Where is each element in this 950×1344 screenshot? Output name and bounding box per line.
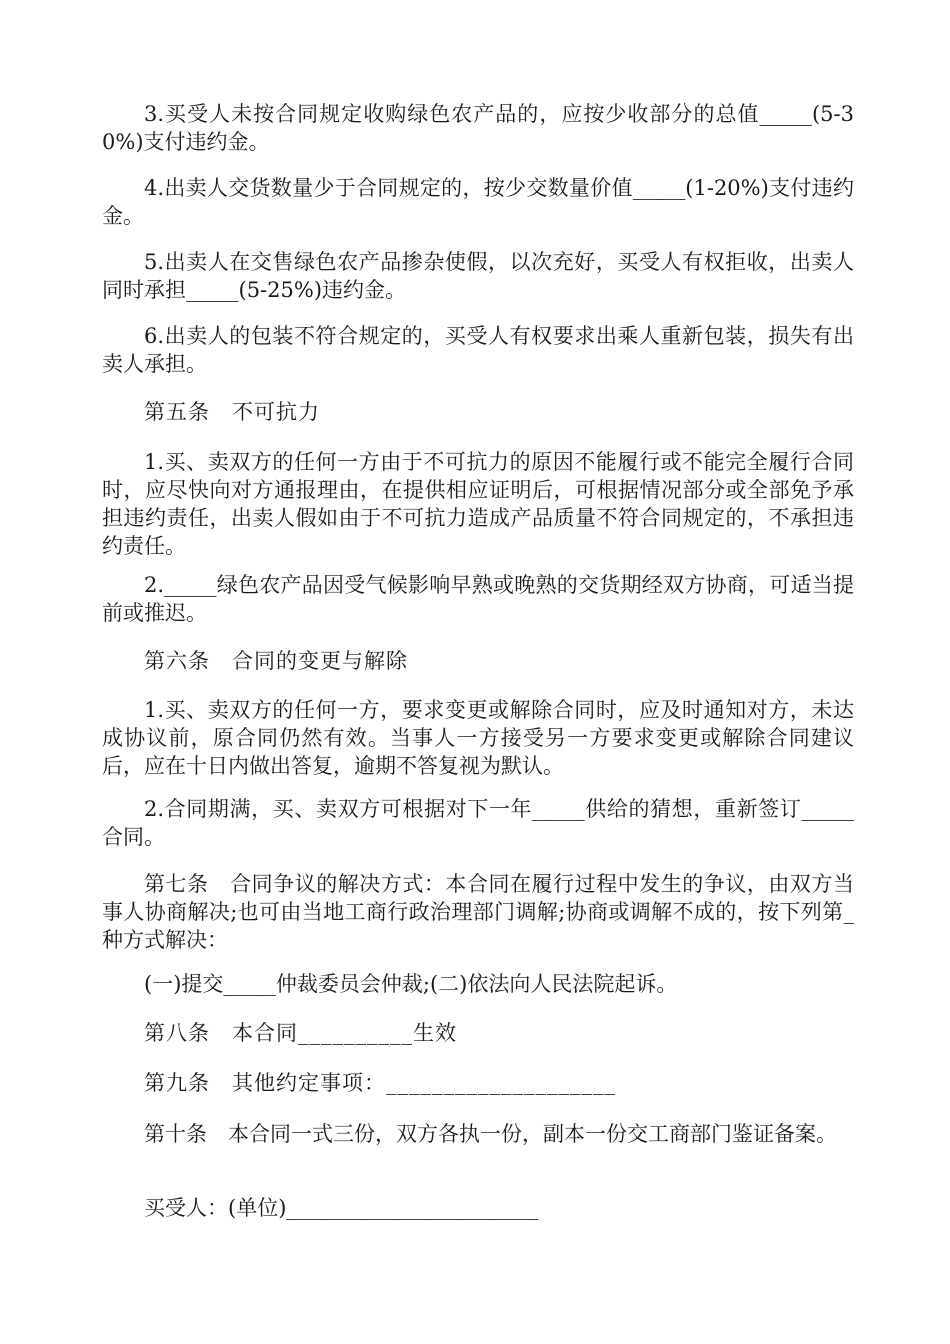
paragraph-clause-4-6: 6.出卖人的包装不符合规定的，买受人有权要求出乘人重新包装，损失有出卖人承担。 bbox=[102, 324, 854, 376]
paragraph-clause-4-5: 5.出卖人在交售绿色农产品掺杂使假，以次充好，买受人有权拒收，出卖人同时承担_____(5-25%)违约金。 bbox=[102, 250, 854, 302]
article-7-options: (一)提交_____仲裁委员会仲裁;(二)依法向人民法院起诉。 bbox=[144, 972, 678, 996]
paragraph-clause-6-2: 2.合同期满，买、卖双方可根据对下一年_____供给的猜想，重新签订_____合同。 bbox=[102, 797, 854, 849]
buyer-signature-line: 买受人：(单位)________________________ bbox=[144, 1196, 539, 1220]
paragraph-clause-5-1: 1.买、卖双方的任何一方由于不可抗力的原因不能履行或不能完全履行合同时，应尽快向对方通报理由，在提供相应证明后，可根据情况部分或全部免予承担违约责任，出卖人假如由于不可抗力造成产品质量不符合同规定的，不承担违约责任。 bbox=[102, 450, 854, 558]
article-7-paragraph: 第七条 合同争议的解决方式：本合同在履行过程中发生的争议，由双方当事人协商解决;也可由当地工商行政治理部门调解;协商或调解不成的，按下列第_种方式解决： bbox=[102, 872, 854, 952]
article-5-heading: 第五条 不可抗力 bbox=[144, 400, 320, 424]
article-8-paragraph: 第八条 本合同__________生效 bbox=[144, 1021, 457, 1045]
article-10-paragraph: 第十条 本合同一式三份，双方各执一份，副本一份交工商部门鉴证备案。 bbox=[144, 1122, 837, 1146]
paragraph-clause-4-4: 4.出卖人交货数量少于合同规定的，按少交数量价值_____(1-20%)支付违约金。 bbox=[102, 176, 854, 228]
paragraph-clause-4-3: 3.买受人未按合同规定收购绿色农产品的，应按少收部分的总值_____(5-30%)支付违约金。 bbox=[102, 102, 854, 154]
paragraph-clause-5-2: 2._____绿色农产品因受气候影响早熟或晚熟的交货期经双方协商，可适当提前或推迟。 bbox=[102, 573, 854, 625]
article-6-heading: 第六条 合同的变更与解除 bbox=[144, 649, 408, 673]
article-9-paragraph: 第九条 其他约定事项：____________________ bbox=[144, 1071, 616, 1095]
paragraph-clause-6-1: 1.买、卖双方的任何一方，要求变更或解除合同时，应及时通知对方，未达成协议前，原合同仍然有效。当事人一方接受另一方要求变更或解除合同建议后，应在十日内做出答复，逾期不答复视为默认。 bbox=[102, 698, 854, 778]
